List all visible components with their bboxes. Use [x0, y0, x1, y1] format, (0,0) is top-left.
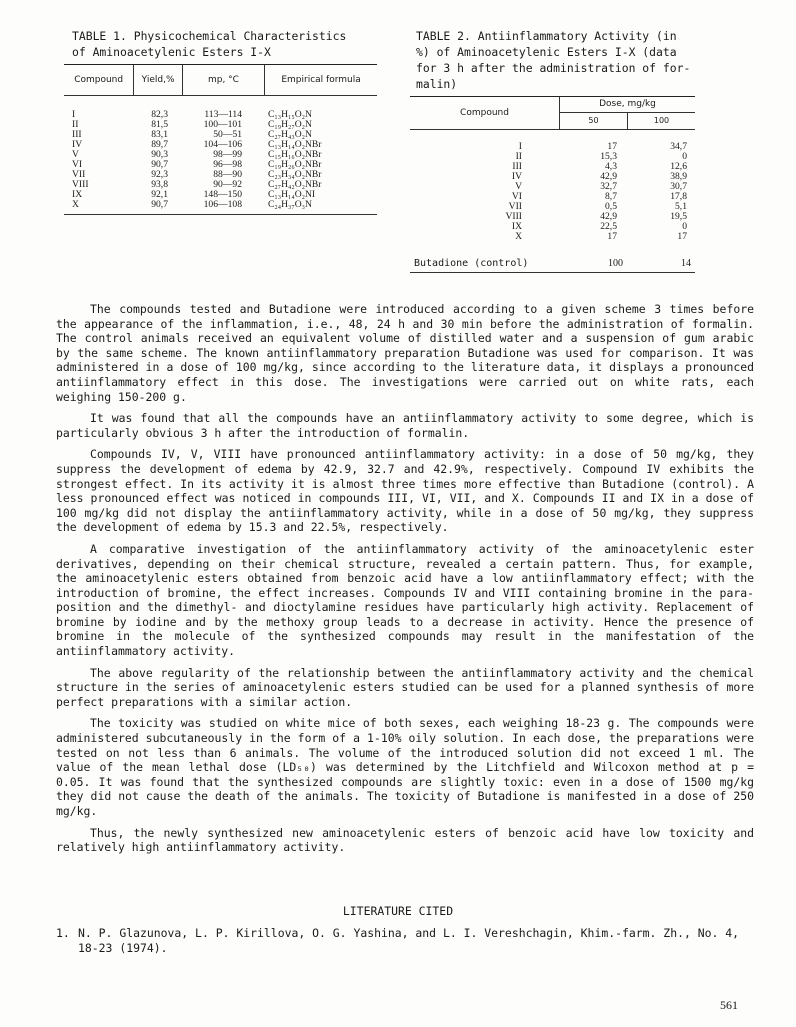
table2-cell-dose-50: 22,5: [600, 221, 617, 232]
table1: [64, 64, 377, 215]
paragraph: A comparative investigation of the antiinflammatory activity of the aminoacetylenic ester derivatives, depending on their chemical structure, revealed a certain pattern. Thus, for example, the aminoacetylenic esters obtained from benzoic acid have a low antiinflammatory effect; with the introduction of bromine, the effect increases. Compounds IV and VIII containing bromine in the para-position and the dimethyl- and dioctylamine residues have particularly high activity. Replacement of bromine by iodine and by the methoxy group leads to a decrease in activity. Hence the presence of bromine in the molecule of the synthesized compounds may result in the manifestation of the antiinflammatory activity.: [56, 541, 754, 659]
table2-header: [410, 97, 695, 129]
table-row: [410, 182, 695, 192]
table1-cell-compound: VIII: [72, 179, 89, 190]
table1-header-compound: Compound: [74, 75, 124, 85]
table-row: [410, 222, 695, 232]
page-number: 561: [720, 998, 738, 1012]
reference-list: [56, 926, 754, 955]
table2-cell-dose-100: 19,5: [670, 211, 687, 222]
table-row: [410, 202, 695, 212]
paragraph: Compounds IV, V, VIII have pronounced antiinflammatory activity: in a dose of 50 mg/kg, they suppress the development of edema by 42.9, 32.7 and 42.9%, respectively. Compound IV exhibits the strongest effect. In its activity it is almost three times more effective than Butadione (control). A less pronounced effect was noticed in compounds III, VI, VII, and X. Compounds II and IX in a dose of 100 mg/kg did not display the antiinflammatory activity, while in a dose of 50 mg/kg, they suppress the development of edema by 15.3 and 22.5%, respectively.: [56, 447, 754, 535]
table2-cell-compound: VII: [508, 201, 522, 212]
table2-header-compound: Compound: [460, 108, 509, 118]
table2-cell-compound: II: [515, 151, 522, 162]
table1-body: [64, 96, 377, 210]
table-row: [410, 162, 695, 172]
table1-cell-compound: V: [72, 149, 79, 160]
body-text: [56, 302, 754, 862]
table1-cell-compound: VII: [72, 169, 86, 180]
reference-text: N. P. Glazunova, L. P. Kirillova, O. G. Yashina, and L. I. Vereshchagin, Khim.-farm. Zh., No. 4, 18-23 (1974).: [78, 926, 740, 955]
table1-cell-compound: I: [72, 109, 76, 120]
table2-header-dose-100: 100: [627, 113, 695, 129]
table-row: [410, 172, 695, 182]
paragraph: The toxicity was studied on white mice of both sexes, each weighing 18-23 g. The compounds were administered subcutaneously in the form of a 1-10% oily solution. In each dose, the preparations were tested on not less than 6 animals. The volume of the introduced solution did not exceed 1 ml. The value of the mean lethal dose (LD₅₀) was determined by the Litchfield and Wilcoxon method at p = 0.05. It was found that the synthesized compounds are slightly toxic: even in a dose of 1500 mg/kg they did not cause the death of the animals. The toxicity of Butadione is manifested in a dose of 250 mg/kg.: [56, 716, 754, 818]
table1-cell-compound: III: [72, 129, 82, 140]
table2-cell-dose-50: 8,7: [605, 191, 617, 202]
table2-control-row: [410, 256, 695, 272]
table2-control-50: 100: [608, 258, 623, 269]
table2-cell-dose-100: 0: [682, 221, 687, 232]
table1-cell-mp: 98—99: [213, 149, 242, 160]
table1-cell-compound: IX: [72, 189, 83, 200]
table2-cell-dose-50: 42,9: [600, 171, 617, 182]
table1-cell-mp: 90—92: [213, 179, 242, 190]
table2-cell-dose-100: 17,8: [670, 191, 687, 202]
table-row: [410, 142, 695, 152]
table2-cell-compound: III: [512, 161, 522, 172]
table2-cell-compound: VIII: [505, 211, 522, 222]
table1-cell-formula: C₂₇H₄₂O₂NBr: [268, 179, 322, 190]
table2-cell-dose-50: 17: [607, 231, 617, 242]
table2-cell-dose-100: 30,7: [670, 181, 687, 192]
table2-cell-dose-50: 15,3: [600, 151, 617, 162]
table2-cell-dose-100: 5,1: [675, 201, 687, 212]
reference-number: 1.: [56, 926, 70, 940]
table-row: [64, 200, 377, 210]
table2-cell-dose-50: 32,7: [600, 181, 617, 192]
table1-cell-compound: X: [72, 199, 79, 210]
table1-cell-yield: 92,3: [151, 169, 168, 180]
table2-header-dose-50: 50: [588, 116, 599, 125]
table1-cell-yield: 90,7: [151, 199, 168, 210]
table2-cell-compound: IV: [511, 171, 522, 182]
table1-cell-formula: C₁₃H₁₄O₂NI: [268, 189, 316, 200]
table1-cell-formula: C₂₇H₄₃O₂N: [268, 129, 312, 140]
table1-cell-formula: C₁₃H₁₅O₂N: [268, 109, 312, 120]
table1-cell-yield: 93,8: [151, 179, 168, 190]
table1-cell-mp: 113—114: [204, 109, 242, 120]
reference-item: [56, 926, 754, 955]
table2-cell-dose-50: 0,5: [605, 201, 617, 212]
table1-cell-yield: 92,1: [151, 189, 168, 200]
table1-cell-yield: 81,5: [151, 119, 168, 130]
table1-bottom-rule: [64, 214, 377, 215]
table1-header-yield: Yield,%: [133, 65, 182, 95]
table1-cell-formula: C₁₉H₂₆O₂NBr: [268, 159, 322, 170]
table1-cell-yield: 90,3: [151, 149, 168, 160]
table1-header-mp: mp, °C: [182, 65, 264, 95]
table1-cell-mp: 100—101: [203, 119, 242, 130]
table1-cell-mp: 104—106: [203, 139, 242, 150]
table2-cell-compound: V: [515, 181, 522, 192]
table2-header-dose: Dose, mg/kg: [560, 97, 695, 113]
table1-cell-formula: C₂₄H₃₇O₃N: [268, 199, 312, 210]
table1-cell-compound: IV: [72, 139, 83, 150]
table1-cell-formula: C₁₃H₁₄O₂NBr: [268, 139, 322, 150]
table1-cell-formula: C₂₃H₃₄O₂NBr: [268, 169, 322, 180]
table-row: [410, 192, 695, 202]
table2-header-dose-group: [559, 97, 695, 129]
table1-cell-compound: II: [72, 119, 79, 130]
table1-cell-yield: 83,1: [151, 129, 168, 140]
table1-cell-formula: C₁₅H₁₆O₂NBr: [268, 149, 322, 160]
table1-header: [64, 65, 377, 95]
table2-cell-dose-50: 17: [607, 141, 617, 152]
table2-cell-dose-50: 42,9: [600, 211, 617, 222]
literature-heading: LITERATURE CITED: [342, 904, 454, 918]
table1-caption: TABLE 1. Physicochemical Characteristics of Aminoacetylenic Esters I-X: [72, 29, 347, 59]
table-row: [410, 232, 695, 242]
table2-caption: TABLE 2. Antiinflammatory Activity (in %) of Aminoacetylenic Esters I-X (data for 3 h after the administration of for- malin): [416, 29, 691, 91]
table2-cell-compound: IX: [511, 221, 522, 232]
table1-cell-mp: 50—51: [213, 129, 242, 140]
table1-cell-mp: 88—90: [213, 169, 242, 180]
table2-control-name: Butadione (control): [414, 258, 529, 269]
table1-cell-yield: 90,7: [151, 159, 168, 170]
table1-cell-mp: 148—150: [203, 189, 242, 200]
table2-bottom-rule: [410, 272, 695, 273]
table1-cell-formula: C₁₉H₂₇O₂N: [268, 119, 312, 130]
table-row: [410, 152, 695, 162]
paragraph: Thus, the newly synthesized new aminoacetylenic esters of benzoic acid have low toxicity and relatively high antiinflammatory activity.: [56, 825, 754, 855]
table2-cell-dose-100: 0: [682, 151, 687, 162]
table1-cell-compound: VI: [72, 159, 83, 170]
paragraph: It was found that all the compounds have an antiinflammatory activity to some degree, which is particularly obvious 3 h after the introduction of formalin.: [56, 411, 754, 440]
table1-header-formula: Empirical formula: [264, 65, 377, 95]
table1-cell-yield: 89,7: [151, 139, 168, 150]
table2-cell-dose-100: 34,7: [670, 141, 687, 152]
table1-cell-mp: 106—108: [203, 199, 242, 210]
table2-cell-compound: VI: [511, 191, 522, 202]
table2-cell-compound: X: [515, 231, 522, 242]
table2-cell-dose-100: 12,6: [670, 161, 687, 172]
table2-body: [410, 130, 695, 242]
paragraph: The compounds tested and Butadione were introduced according to a given scheme 3 times before the appearance of the inflammation, i.e., 48, 24 h and 30 min before the administration of formalin. The control animals received an equivalent volume of distilled water and a suspension of gum arabic by the same scheme. The known antiinflammatory preparation Butadione was used for comparison. It was administered in a dose of 100 mg/kg, since according to the literature data, it displays a pronounced antiinflammatory effect in this dose. The investigations were carried out on white rats, each weighing 150-200 g.: [56, 302, 754, 404]
table2-control-100: 14: [681, 258, 691, 269]
table-row: [410, 212, 695, 222]
table2-cell-dose-100: 17: [677, 231, 687, 242]
table2: [410, 96, 695, 273]
table1-cell-yield: 82,3: [151, 109, 168, 120]
table2-cell-compound: I: [518, 141, 522, 152]
table1-cell-mp: 96—98: [213, 159, 242, 170]
table2-cell-dose-100: 38,9: [670, 171, 687, 182]
table2-cell-dose-50: 4,3: [605, 161, 617, 172]
paragraph: The above regularity of the relationship between the antiinflammatory activity and the chemical structure in the series of aminoacetylenic esters studied can be used for a planned synthesis of more perfect preparations with a similar action.: [56, 665, 754, 709]
